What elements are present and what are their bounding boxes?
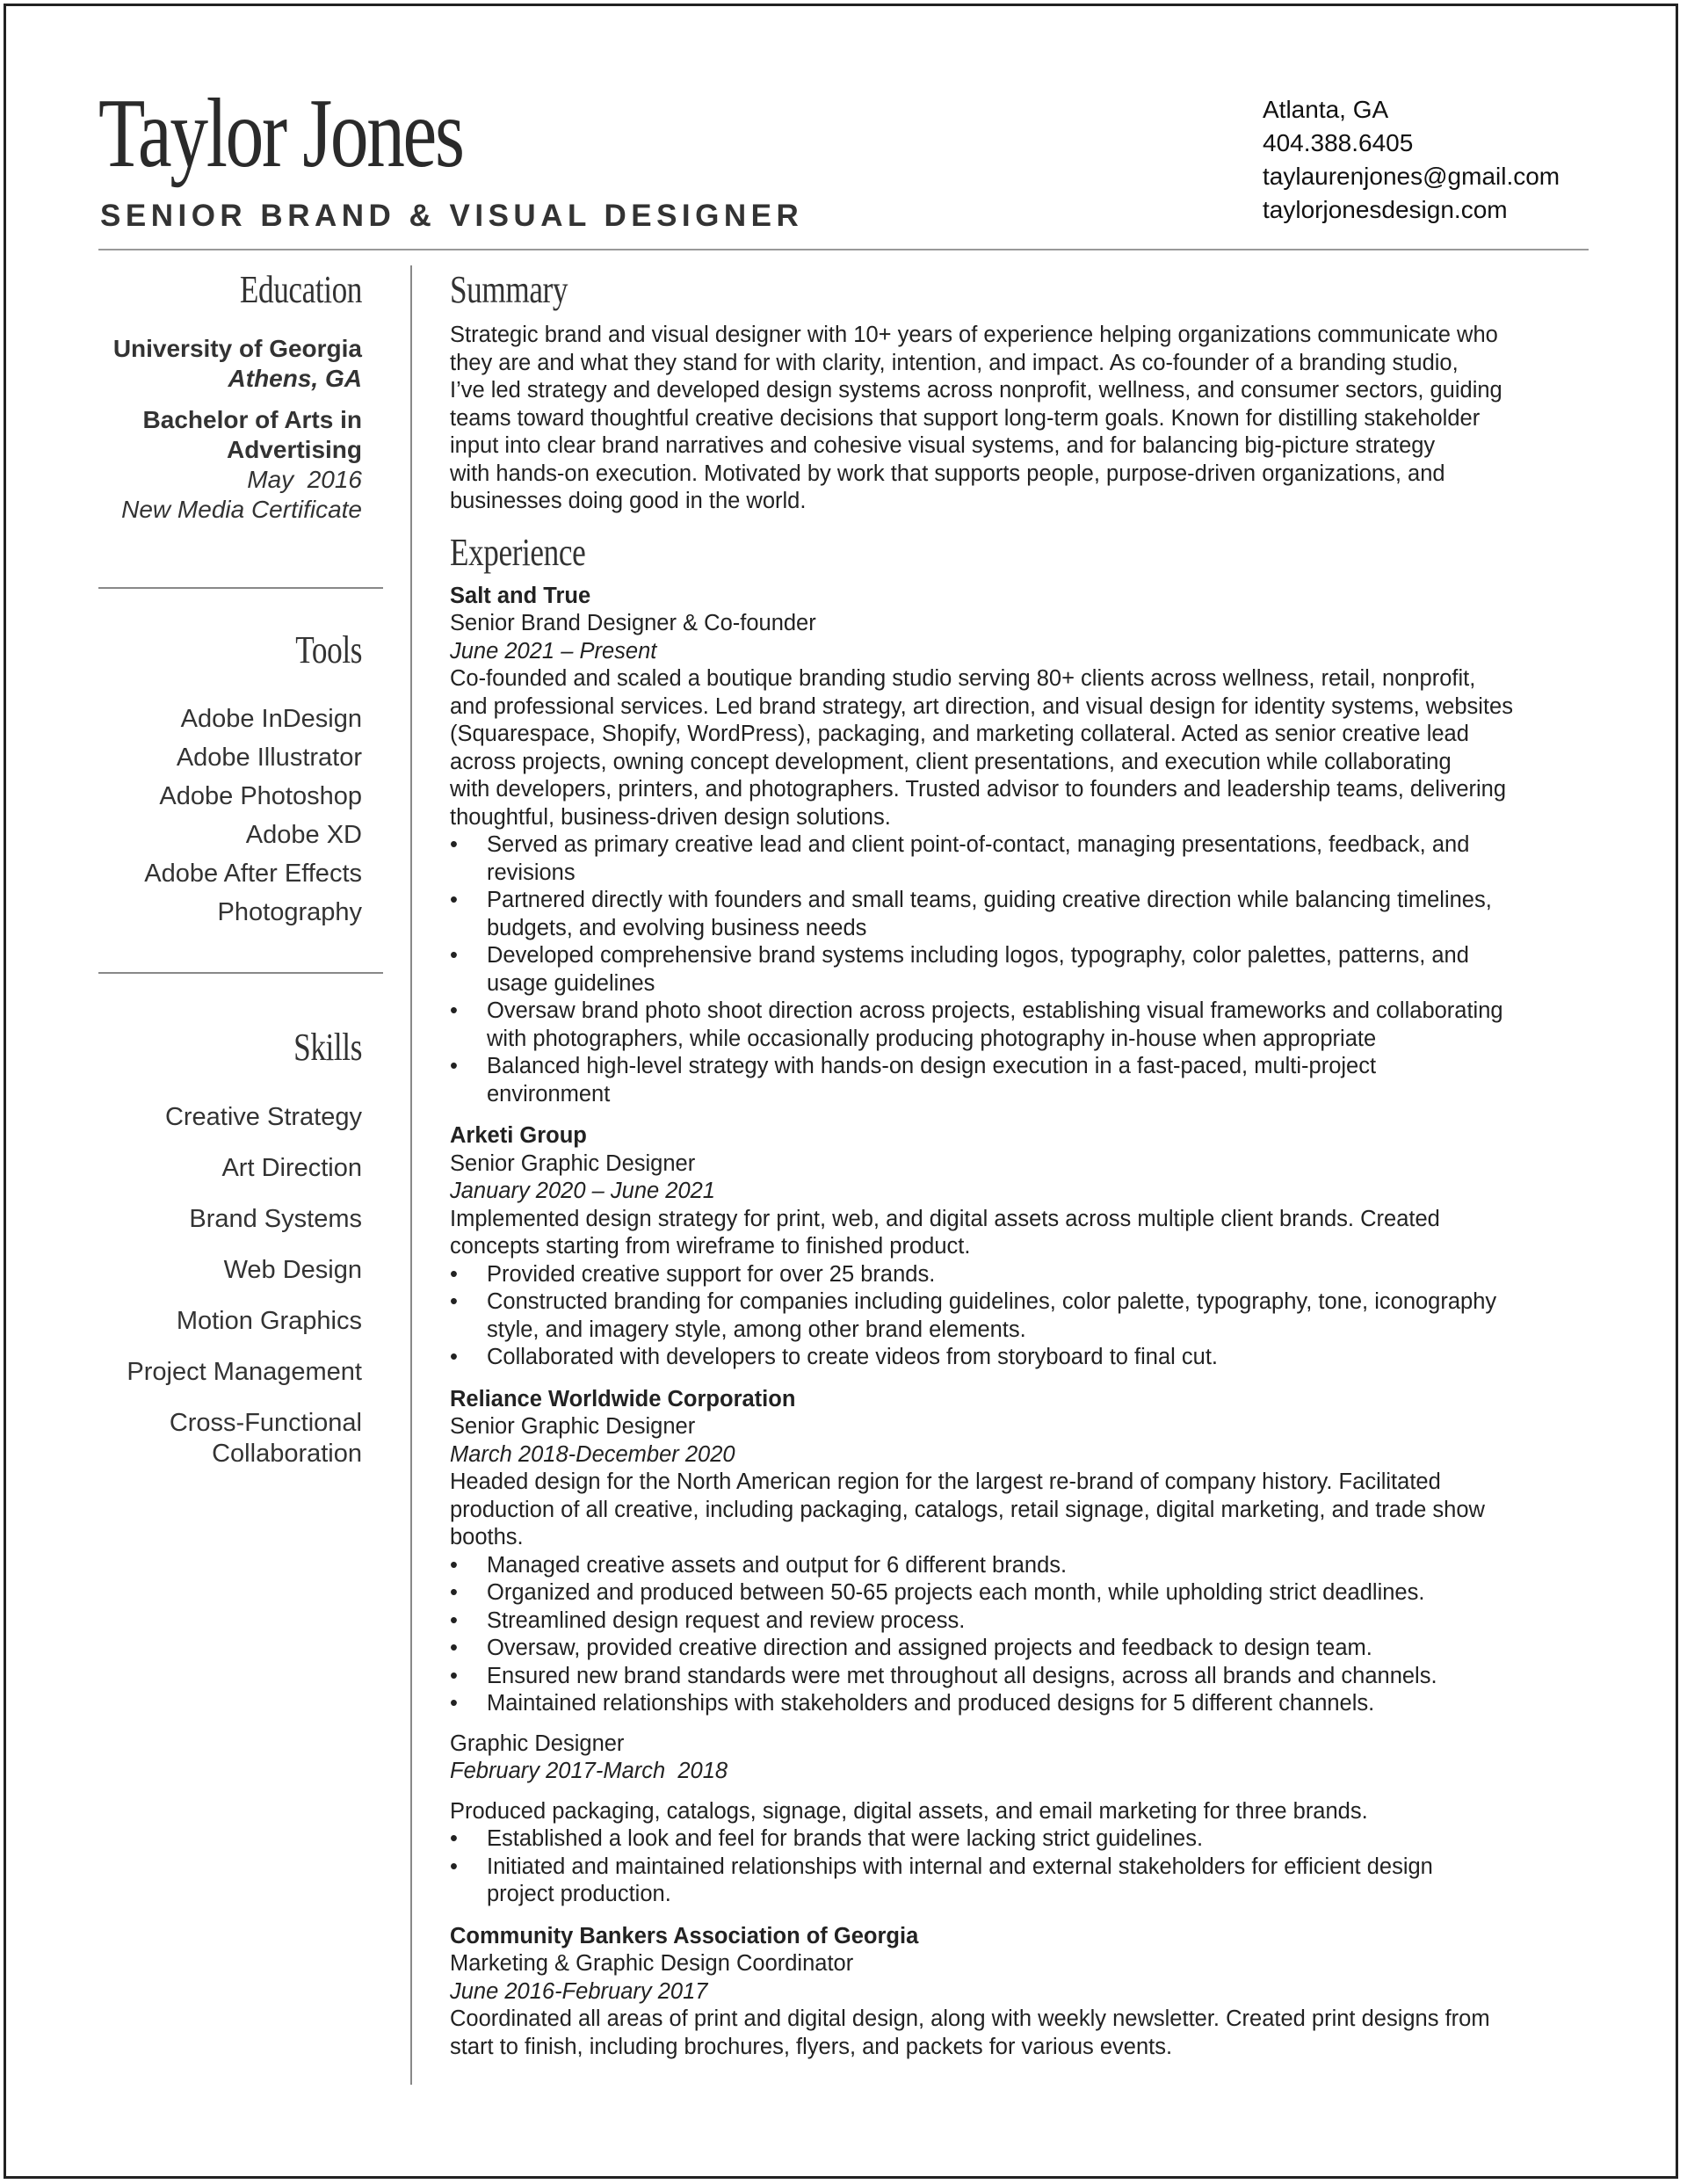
summary-line: teams toward thoughtful creative decisions that support long-term goals. Known for distilling stakeholder <box>450 405 1481 431</box>
skills-list <box>98 1102 362 1469</box>
degree-line-1: Bachelor of Arts in <box>142 406 362 433</box>
bullet-item: • Balanced high-level strategy with hands-on design execution in a fast-paced, multi-project environment <box>450 1053 1592 1108</box>
education-block <box>98 334 362 525</box>
summary-heading: Summary <box>450 268 568 311</box>
skill-item-continued: Collaboration <box>212 1440 362 1468</box>
skill-item: Brand Systems <box>189 1205 362 1233</box>
skills-heading: Skills <box>293 1026 362 1069</box>
job-description-2: Produced packaging, catalogs, signage, digital assets, and email marketing for three brands. <box>450 1798 1368 1824</box>
job-arketi-group <box>450 1122 1592 1372</box>
skill-item: Web Design <box>223 1256 362 1284</box>
summary-line: Strategic brand and visual designer with 10+ years of experience helping organizations communicate who <box>450 323 1498 347</box>
desc-line: concepts starting from wireframe to finished product. <box>450 1234 971 1259</box>
job-salt-and-true <box>450 583 1592 1109</box>
skill-item: Art Direction <box>221 1154 362 1182</box>
desc-line: with developers, printers, and photographers. Trusted advisor to founders and leadership teams, delivering <box>450 777 1507 802</box>
bullet-item: • Maintained relationships with stakeholders and produced designs for 5 different channels. <box>450 1690 1592 1718</box>
desc-line: across projects, owning concept development, client presentations, and execution while collaborating <box>450 749 1452 774</box>
desc-line: booths. <box>450 1525 524 1549</box>
main-column <box>450 264 1592 2061</box>
school-location: Athens, GA <box>228 365 362 392</box>
education-heading: Education <box>239 268 362 311</box>
job-description <box>450 1206 1592 1261</box>
desc-line: and professional services. Led brand strategy, art direction, and visual design for identity systems, websites <box>450 693 1513 719</box>
contact-phone: 404.388.6405 <box>1263 129 1414 156</box>
job-dates: June 2021 – Present <box>450 638 657 664</box>
bullet-item: • Constructed branding for companies including guidelines, color palette, typography, tone, iconography style, and imagery style, among other brand elements. <box>450 1288 1592 1344</box>
desc-line: Headed design for the North American region for the largest re-brand of company history. Facilitated <box>450 1469 1441 1494</box>
tools-list <box>98 700 362 932</box>
desc-line: start to finish, including brochures, flyers, and packets for various events. <box>450 2034 1173 2059</box>
experience-heading: Experience <box>450 530 586 574</box>
job-role: Senior Graphic Designer <box>450 1414 696 1439</box>
desc-line: thoughtful, business-driven design solutions. <box>450 804 891 830</box>
graduation-date: May 2016 <box>247 466 362 493</box>
bullet-item: • Organized and produced between 50-65 projects each month, while upholding strict deadlines. <box>450 1579 1592 1607</box>
tool-item: Adobe Illustrator <box>176 744 362 772</box>
skill-item: Cross-Functional <box>169 1409 362 1437</box>
job-role: Senior Graphic Designer <box>450 1150 696 1176</box>
summary-line: they are and what they stand for with clarity, intention, and impact. As co-founder of a branding studio, <box>450 350 1459 375</box>
desc-line: production of all creative, including packaging, catalogs, retail signage, digital marketing, and trade show <box>450 1497 1485 1522</box>
job-community-bankers <box>450 1923 1592 2062</box>
company-name: Reliance Worldwide Corporation <box>450 1386 796 1411</box>
contact-location: Atlanta, GA <box>1263 96 1389 123</box>
job-description <box>450 1469 1592 1552</box>
bullet-item: • Developed comprehensive brand systems including logos, typography, color palettes, patterns, and usage guidelines <box>450 942 1592 998</box>
skill-item: Motion Graphics <box>176 1307 362 1335</box>
desc-line: (Squarespace, Shopify, WordPress), packaging, and marketing collateral. Acted as senior creative lead <box>450 722 1469 746</box>
job-dates-2: February 2017-March 2018 <box>450 1759 728 1783</box>
job-role: Marketing & Graphic Design Coordinator <box>450 1951 854 1976</box>
degree-line-2: Advertising <box>226 436 362 463</box>
job-reliance-worldwide <box>450 1386 1592 1909</box>
job-bullets <box>450 831 1592 1108</box>
tool-item: Adobe Photoshop <box>159 782 362 810</box>
bullet-item: • Oversaw, provided creative direction and assigned projects and feedback to design team. <box>450 1635 1592 1663</box>
bullet-item: • Collaborated with developers to create videos from storyboard to final cut. <box>450 1344 1592 1372</box>
desc-line: Coordinated all areas of print and digital design, along with weekly newsletter. Created print designs from <box>450 2006 1490 2031</box>
contact-block <box>1263 93 1560 227</box>
skill-item: Project Management <box>127 1358 362 1386</box>
summary-line: input into clear brand narratives and cohesive visual systems, and for balancing big-picture strategy <box>450 433 1436 458</box>
bullet-item: • Streamlined design request and review process. <box>450 1607 1592 1636</box>
job-bullets-2 <box>450 1825 1592 1909</box>
job-dates: June 2016-February 2017 <box>450 1978 708 2004</box>
summary-line: with hands-on execution. Motivated by work that supports people, purpose-driven organizations, and <box>450 461 1445 486</box>
job-bullets <box>450 1261 1592 1372</box>
bullet-item: • Oversaw brand photo shoot direction across projects, establishing visual frameworks and collaborating with photographers, while occasionally producing photography in-house when appropriate <box>450 998 1592 1053</box>
tool-item: Photography <box>217 898 362 926</box>
skills-section <box>98 1021 362 1074</box>
job-description <box>450 665 1592 831</box>
column-divider <box>410 265 412 2085</box>
tools-heading: Tools <box>295 628 362 671</box>
company-name: Community Bankers Association of Georgia <box>450 1923 919 1948</box>
sidebar-divider-2 <box>98 972 383 974</box>
candidate-name: Taylor Jones <box>98 79 463 188</box>
certificate: New Media Certificate <box>121 496 362 523</box>
job-bullets <box>450 1552 1592 1718</box>
contact-website[interactable]: taylorjonesdesign.com <box>1263 196 1508 223</box>
tool-item: Adobe After Effects <box>144 860 362 888</box>
job-role-2: Graphic Designer <box>450 1731 625 1756</box>
school-name: University of Georgia <box>112 335 362 362</box>
bullet-item: • Established a look and feel for brands that were lacking strict guidelines. <box>450 1825 1592 1854</box>
job-role: Senior Brand Designer & Co-founder <box>450 611 816 635</box>
sidebar-divider-1 <box>98 587 383 589</box>
job-dates: March 2018-December 2020 <box>450 1441 735 1467</box>
bullet-item: • Initiated and maintained relationships with internal and external stakeholders for efficient design project production. <box>450 1854 1592 1909</box>
bullet-item: • Managed creative assets and output for 6 different brands. <box>450 1552 1592 1580</box>
sidebar <box>98 264 362 316</box>
company-name: Arketi Group <box>450 1123 587 1148</box>
summary-line: businesses doing good in the world. <box>450 489 807 513</box>
desc-line: Implemented design strategy for print, web, and digital assets across multiple client brands. Created <box>450 1206 1440 1231</box>
job-description <box>450 2006 1592 2061</box>
header-divider <box>98 249 1589 250</box>
job-title: SENIOR BRAND & VISUAL DESIGNER <box>100 199 804 233</box>
bullet-item: • Provided creative support for over 25 brands. <box>450 1261 1592 1289</box>
bullet-item: • Partnered directly with founders and small teams, guiding creative direction while balancing timelines, budgets, and evolving business needs <box>450 887 1592 942</box>
company-name: Salt and True <box>450 583 591 608</box>
desc-line: Co-founded and scaled a boutique branding studio serving 80+ clients across wellness, retail, nonprofit, <box>450 666 1476 691</box>
tool-item: Adobe XD <box>245 821 362 849</box>
tool-item: Adobe InDesign <box>180 705 362 733</box>
bullet-item: • Ensured new brand standards were met throughout all designs, across all brands and channels. <box>450 1663 1592 1691</box>
bullet-item: • Served as primary creative lead and client point-of-contact, managing presentations, feedback, and revisions <box>450 831 1592 887</box>
tools-section <box>98 624 362 677</box>
skill-item: Creative Strategy <box>164 1103 362 1131</box>
job-dates: January 2020 – June 2021 <box>450 1179 715 1203</box>
summary-line: I’ve led strategy and developed design systems across nonprofit, wellness, and consumer sectors, guiding <box>450 378 1502 403</box>
contact-email[interactable]: taylaurenjones@gmail.com <box>1263 163 1560 190</box>
summary-text <box>450 322 1592 516</box>
